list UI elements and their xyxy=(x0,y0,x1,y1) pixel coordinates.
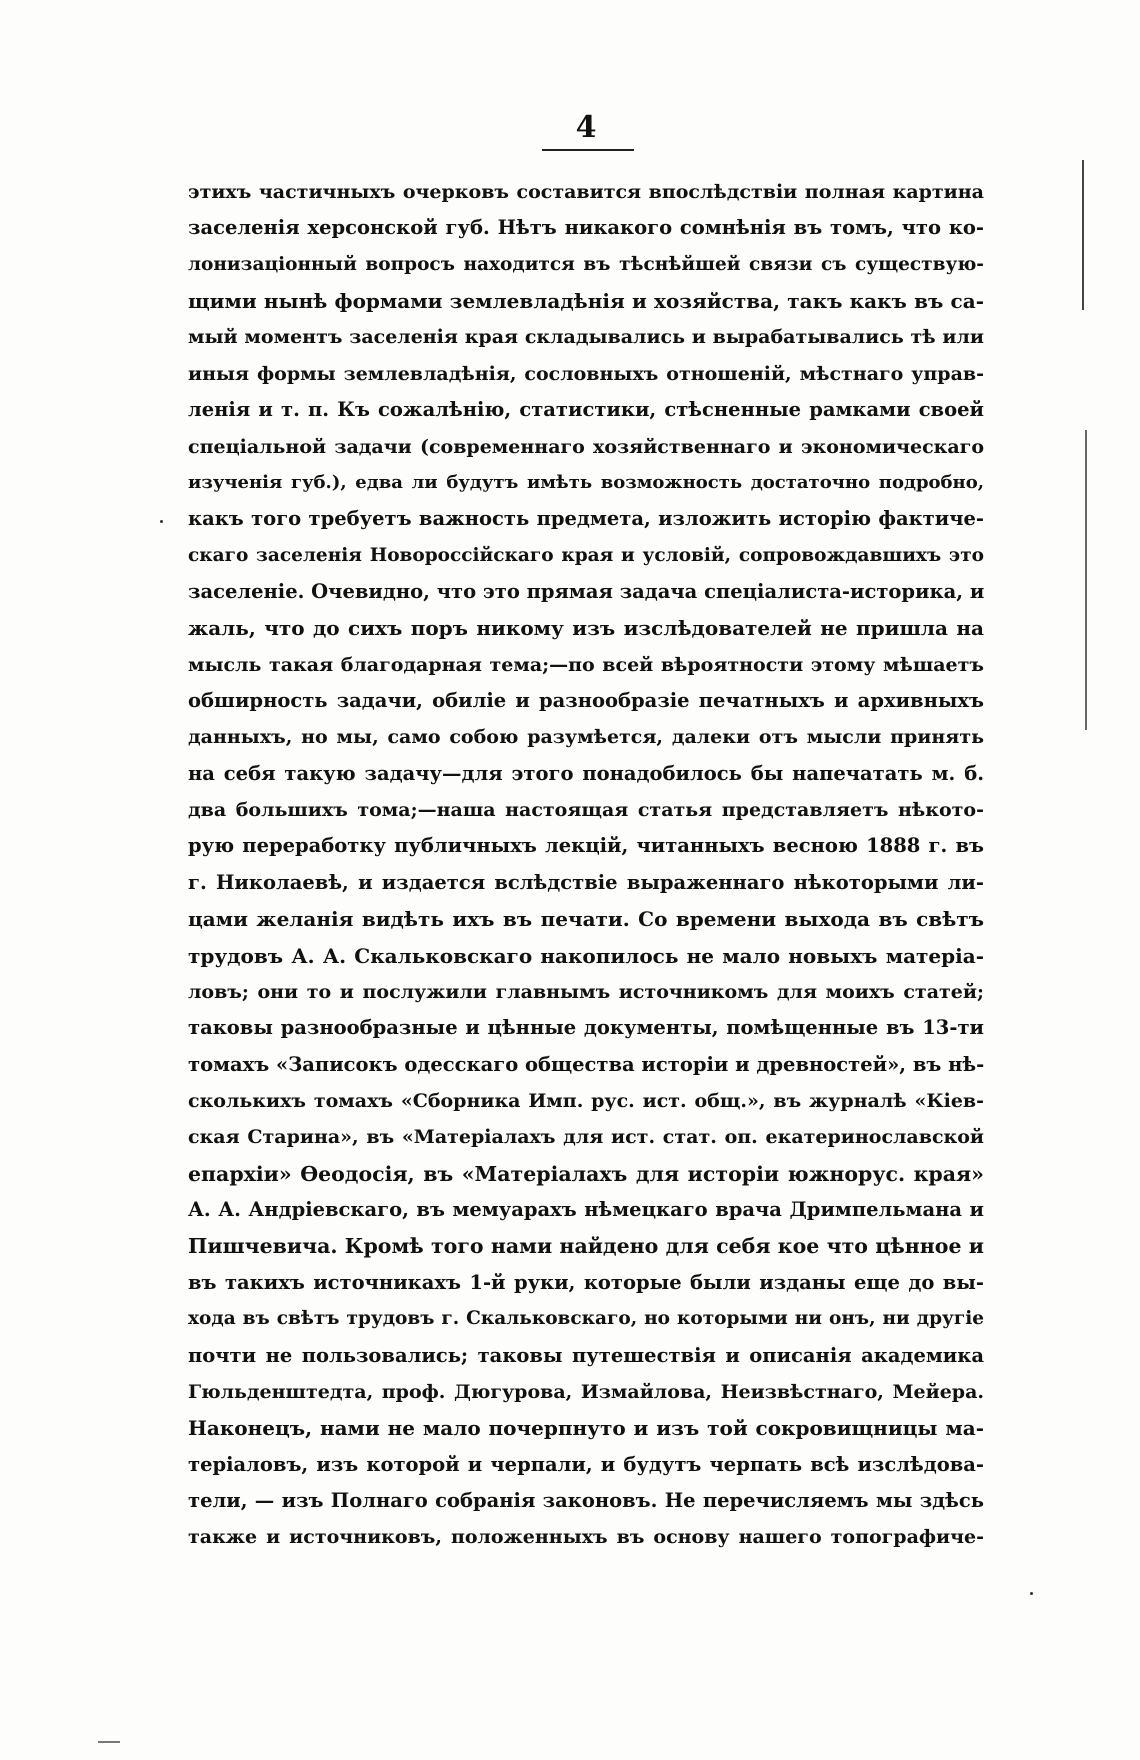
text-line: лонизаціонный вопросъ находится въ тѣснѣйшей связи съ существую- xyxy=(188,253,984,275)
text-line: иныя формы землевладѣнія, сословныхъ отношеній, мѣстнаго управ- xyxy=(188,362,984,385)
text-line: трудовъ А. А. Скальковскаго накопилось не мало новыхъ матеріа- xyxy=(188,943,984,968)
text-line: жаль, что до сихъ поръ никому изъ изслѣдователей не пришла на xyxy=(188,616,984,641)
text-line: А. А. Андріевскаго, въ мемуарахъ нѣмецкаго врача Дримпельмана и xyxy=(188,1198,984,1222)
text-line: спеціальной задачи (современнаго хозяйственнаго и экономическаго xyxy=(188,435,984,458)
text-line: какъ того требуетъ важность предмета, изложить исторію фактиче- xyxy=(188,507,984,531)
text-line: Пишчевича. Кромѣ того нами найдено для себя кое что цѣнное и xyxy=(188,1234,984,1259)
text-line: этихъ частичныхъ очерковъ составится впослѣдствіи полная картина xyxy=(188,181,984,203)
text-line: цами желанія видѣть ихъ въ печати. Со времени выхода въ свѣтъ xyxy=(188,907,984,932)
text-line: Гюльденштедта, проф. Дюгурова, Измайлова, Неизвѣстнаго, Мейера. xyxy=(188,1380,984,1403)
scan-artifact-right-line xyxy=(1085,430,1087,730)
text-line: хода въ свѣтъ трудовъ г. Скальковскаго, но которыми ни онъ, ни другіе xyxy=(188,1308,984,1330)
text-line: заселеніе. Очевидно, что это прямая задача спеціалиста-историка, и xyxy=(188,579,984,603)
body-text xyxy=(188,174,984,1556)
text-line: щими нынѣ формами землевладѣнія и хозяйства, такъ какъ въ са- xyxy=(188,289,984,314)
text-line: обширность задачи, обиліе и разнообразіе печатныхъ и архивныхъ xyxy=(188,689,984,713)
text-line: на себя такую задачу—для этого понадобилось бы напечатать м. б. xyxy=(188,761,984,785)
text-line: мый моментъ заселенія края складывались и вырабатывались тѣ или xyxy=(188,326,984,349)
text-line: томахъ «Записокъ одесскаго общества исторіи и древностей», въ нѣ- xyxy=(188,1052,984,1076)
text-line: тели, — изъ Полнаго собранія законовъ. Не перечисляемъ мы здѣсь xyxy=(188,1488,984,1512)
text-line: ская Старина», въ «Матеріалахъ для ист. стат. оп. екатеринославской xyxy=(188,1126,984,1149)
scan-artifact-dot xyxy=(1030,1592,1033,1595)
text-line: почти не пользовались; таковы путешествія и описанія академика xyxy=(188,1343,984,1367)
text-line: также и источниковъ, положенныхъ въ основу нашего топографиче- xyxy=(188,1526,984,1549)
text-line: данныхъ, но мы, само собою разумѣется, далеки отъ мысли принять xyxy=(188,726,984,749)
text-line: таковы разнообразные и цѣнные документы, помѣщенные въ 13-ти xyxy=(188,1016,984,1040)
text-line: скаго заселенія Новороссійскаго края и условій, сопровождавшихъ это xyxy=(188,544,984,566)
text-line: епархіи» Ѳеодосія, въ «Матеріалахъ для исторіи южнорус. края» xyxy=(188,1161,984,1186)
page-number: 4 xyxy=(575,110,597,145)
text-line: заселенія херсонской губ. Нѣтъ никакого сомнѣнія въ томъ, что ко- xyxy=(188,216,984,240)
text-line: сколькихъ томахъ «Сборника Имп. рус. ист. общ.», въ журналѣ «Кіев- xyxy=(188,1089,984,1112)
text-line: мысль такая благодарная тема;—по всей вѣроятности этому мѣшаетъ xyxy=(188,653,984,676)
text-line: г. Николаевѣ, и издается вслѣдствіе выраженнаго нѣкоторыми ли- xyxy=(188,870,984,894)
text-line: ловъ; они то и послужили главнымъ источникомъ для моихъ статей; xyxy=(188,980,984,1003)
text-line: Наконецъ, нами не мало почерпнуто и изъ той сокровищницы ма- xyxy=(188,1416,984,1441)
text-line: теріаловъ, изъ которой и черпали, и будутъ черпать всѣ изслѣдова- xyxy=(188,1452,984,1476)
text-line: рую переработку публичныхъ лекцій, читанныхъ весною 1888 г. въ xyxy=(188,834,984,858)
text-line: въ такихъ источникахъ 1-й руки, которые были изданы еще до вы- xyxy=(188,1270,984,1294)
scan-artifact-dot xyxy=(160,520,163,523)
scan-artifact-left-dash xyxy=(98,1741,120,1743)
text-line: два большихъ тома;—наша настоящая статья представляетъ нѣкото- xyxy=(188,799,984,822)
text-line: ленія и т. п. Къ сожалѣнію, статистики, стѣсненные рамками своей xyxy=(188,398,984,422)
scan-artifact-right-line xyxy=(1082,160,1084,310)
text-line: изученія губ.), едва ли будутъ имѣть возможность достаточно подробно, xyxy=(188,471,984,493)
page-number-underline xyxy=(542,149,634,151)
